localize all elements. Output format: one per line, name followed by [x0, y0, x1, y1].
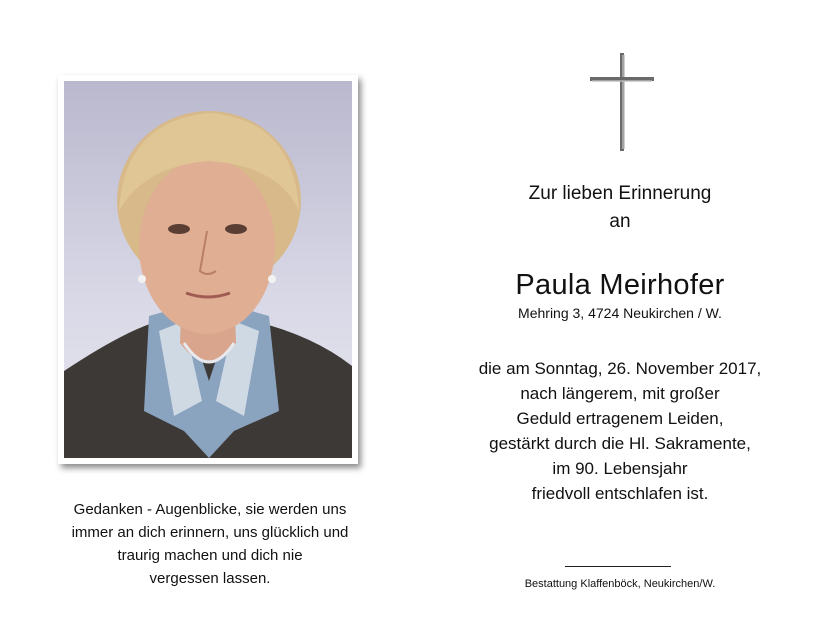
notice-line: gestärkt durch die Hl. Sakramente, — [489, 434, 751, 453]
intro-line-1: Zur lieben Erinnerung — [528, 183, 712, 204]
notice-line: die am Sonntag, 26. November 2017, — [478, 359, 762, 378]
intro-line-2: an — [609, 211, 631, 232]
notice-line: friedvoll entschlafen ist. — [531, 484, 709, 503]
deceased-name: Paula Meirhofer — [515, 269, 725, 301]
notice-line: nach längerem, mit großer — [520, 384, 720, 403]
portrait-photo — [64, 81, 352, 458]
quote-line: vergessen lassen. — [149, 570, 271, 587]
funeral-home-credit: Bestattung Klaffenböck, Neukirchen/W. — [524, 578, 716, 590]
divider-line — [565, 566, 671, 567]
quote-line: Gedanken - Augenblicke, sie werden uns — [73, 501, 347, 518]
notice-line: im 90. Lebensjahr — [552, 459, 688, 478]
cross-icon — [590, 53, 654, 151]
quote-line: traurig machen und dich nie — [117, 547, 303, 564]
notice-line: Geduld ertragenem Leiden, — [516, 409, 724, 428]
portrait-frame — [58, 75, 358, 464]
deceased-address: Mehring 3, 4724 Neukirchen / W. — [518, 305, 722, 321]
portrait-illustration — [64, 81, 352, 458]
memorial-quote — [40, 498, 380, 590]
notice-text — [430, 356, 810, 506]
intro-text — [430, 180, 810, 236]
quote-line: immer an dich erinnern, uns glücklich und — [71, 524, 349, 541]
